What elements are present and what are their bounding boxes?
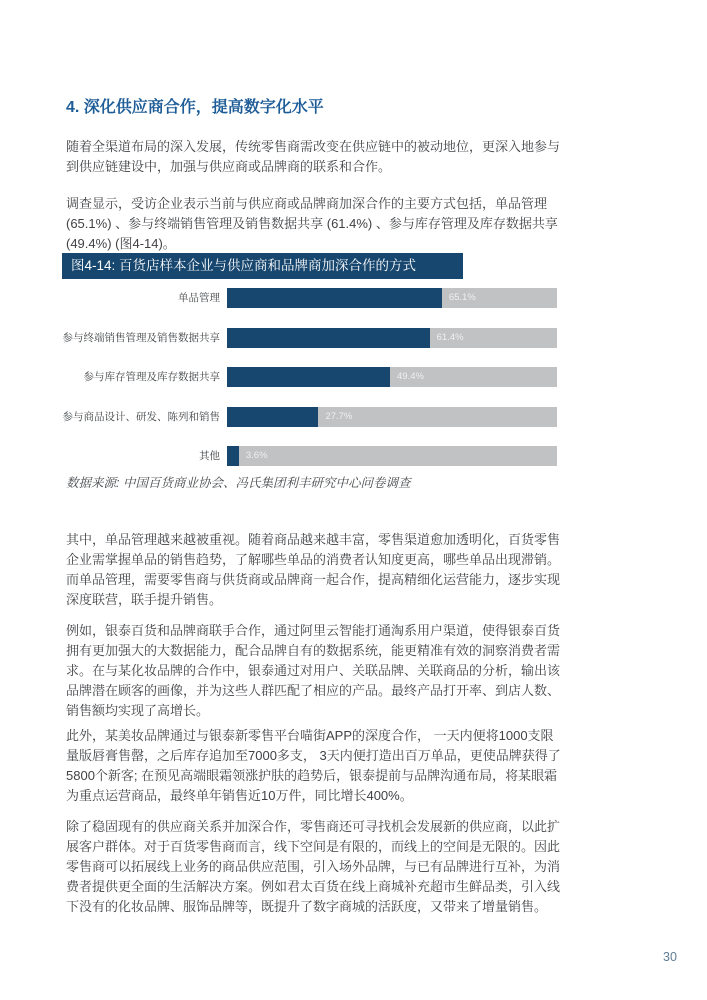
data-source-note: 数据来源: 中国百货商业协会、冯氏集团利丰研究中心问卷调查 — [66, 476, 411, 490]
chart-category-label: 参与库存管理及库存数据共享 — [83, 371, 220, 383]
body-paragraph: 调查显示，受访企业表示当前与供应商或品牌商加深合作的主要方式包括，单品管理 (65.1%) 、参与终端销售管理及销售数据共享 (61.4%) 、参与库存管理及库存数据共享 (49.4%) (图4-14)。 — [66, 196, 558, 251]
body-paragraph: 其中，单品管理越来越被重视。随着商品越来越丰富，零售渠道愈加透明化，百货零售企业需掌握单品的销售趋势，了解哪些单品的消费者认知度更高，哪些单品出现滞销。而单品管理，需要零售商与供货商或品牌商一起合作，提高精细化运营能力，逐步实现深度联营，联手提升销售。 — [66, 532, 561, 607]
chart-row — [62, 328, 557, 348]
bar-chart — [62, 288, 557, 466]
chart-category-label: 其他 — [199, 450, 220, 462]
figure-title: 图4-14: 百货店样本企业与供应商和品牌商加深合作的方式 — [62, 253, 463, 279]
body-paragraph: 此外，某美妆品牌通过与银泰新零售平台喵街APP的深度合作， 一天内便将1000支限量版唇膏售罄，之后库存追加至7000多支， 3天内便打造出百万单品，更使品牌获得了5800个新客; 在预见高端眼霜领涨护肤的趋势后，银泰提前与品牌沟通布局，将某眼霜为重点运营商品，最终单年销售近10万件，同比增长400%。 — [66, 728, 561, 803]
chart-category-label: 参与商品设计、研发、陈列和销售 — [62, 410, 220, 423]
chart-bar-track — [227, 367, 557, 387]
chart-row — [62, 288, 557, 308]
chart-bar-fill — [227, 407, 318, 427]
page-number: 30 — [663, 950, 677, 964]
body-paragraph: 随着全渠道布局的深入发展，传统零售商需改变在供应链中的被动地位，更深入地参与到供应链建设中，加强与供应商或品牌商的联系和合作。 — [66, 139, 561, 174]
chart-value-label: 65.1% — [448, 292, 476, 303]
body-paragraph: 除了稳固现有的供应商关系并加深合作，零售商还可寻找机会发展新的供应商，以此扩展客户群体。对于百货零售商而言，线下空间是有限的，而线上的空间是无限的。因此零售商可以拓展线上业务的商品供应范围，引入场外品牌，与已有品牌进行互补，为消费者提供更全面的生活解决方案。例如君太百货在线上商城补充超市生鲜品类，引入线下没有的化妆品牌、服饰品牌等，既提升了数字商城的活跃度，又带来了增量销售。 — [66, 819, 561, 914]
chart-value-label: 27.7% — [325, 410, 353, 422]
chart-category-label: 单品管理 — [178, 292, 220, 304]
chart-bar-fill — [227, 288, 442, 308]
chart-bar-fill — [227, 446, 239, 466]
body-paragraph: 例如，银泰百货和品牌商联手合作，通过阿里云智能打通淘系用户渠道，使得银泰百货拥有更加强大的大数据能力，配合品牌自有的数据系统，能更精准有效的洞察消费者需求。在与某化妆品牌的合作中，银泰通过对用户、关联品牌、关联商品的分析，输出该品牌潜在顾客的画像，并为这些人群匹配了相应的产品。最终产品打开率、到店人数、销售额均实现了高增长。 — [66, 623, 561, 718]
chart-bar-track — [227, 446, 557, 466]
chart-bar-track — [227, 288, 557, 308]
chart-bar-track — [227, 407, 557, 427]
chart-row — [62, 407, 557, 427]
chart-bar-track — [227, 328, 557, 348]
chart-value-label: 49.4% — [397, 371, 424, 382]
chart-row — [62, 446, 557, 466]
chart-value-label: 61.4% — [436, 331, 464, 343]
chart-bar-fill — [227, 328, 430, 348]
chart-category-label: 参与终端销售管理及销售数据共享 — [62, 331, 220, 344]
chart-bar-fill — [227, 367, 390, 387]
chart-row — [62, 367, 557, 387]
section-heading: 4. 深化供应商合作，提高数字化水平 — [66, 99, 324, 117]
chart-value-label: 3.6% — [245, 450, 268, 461]
